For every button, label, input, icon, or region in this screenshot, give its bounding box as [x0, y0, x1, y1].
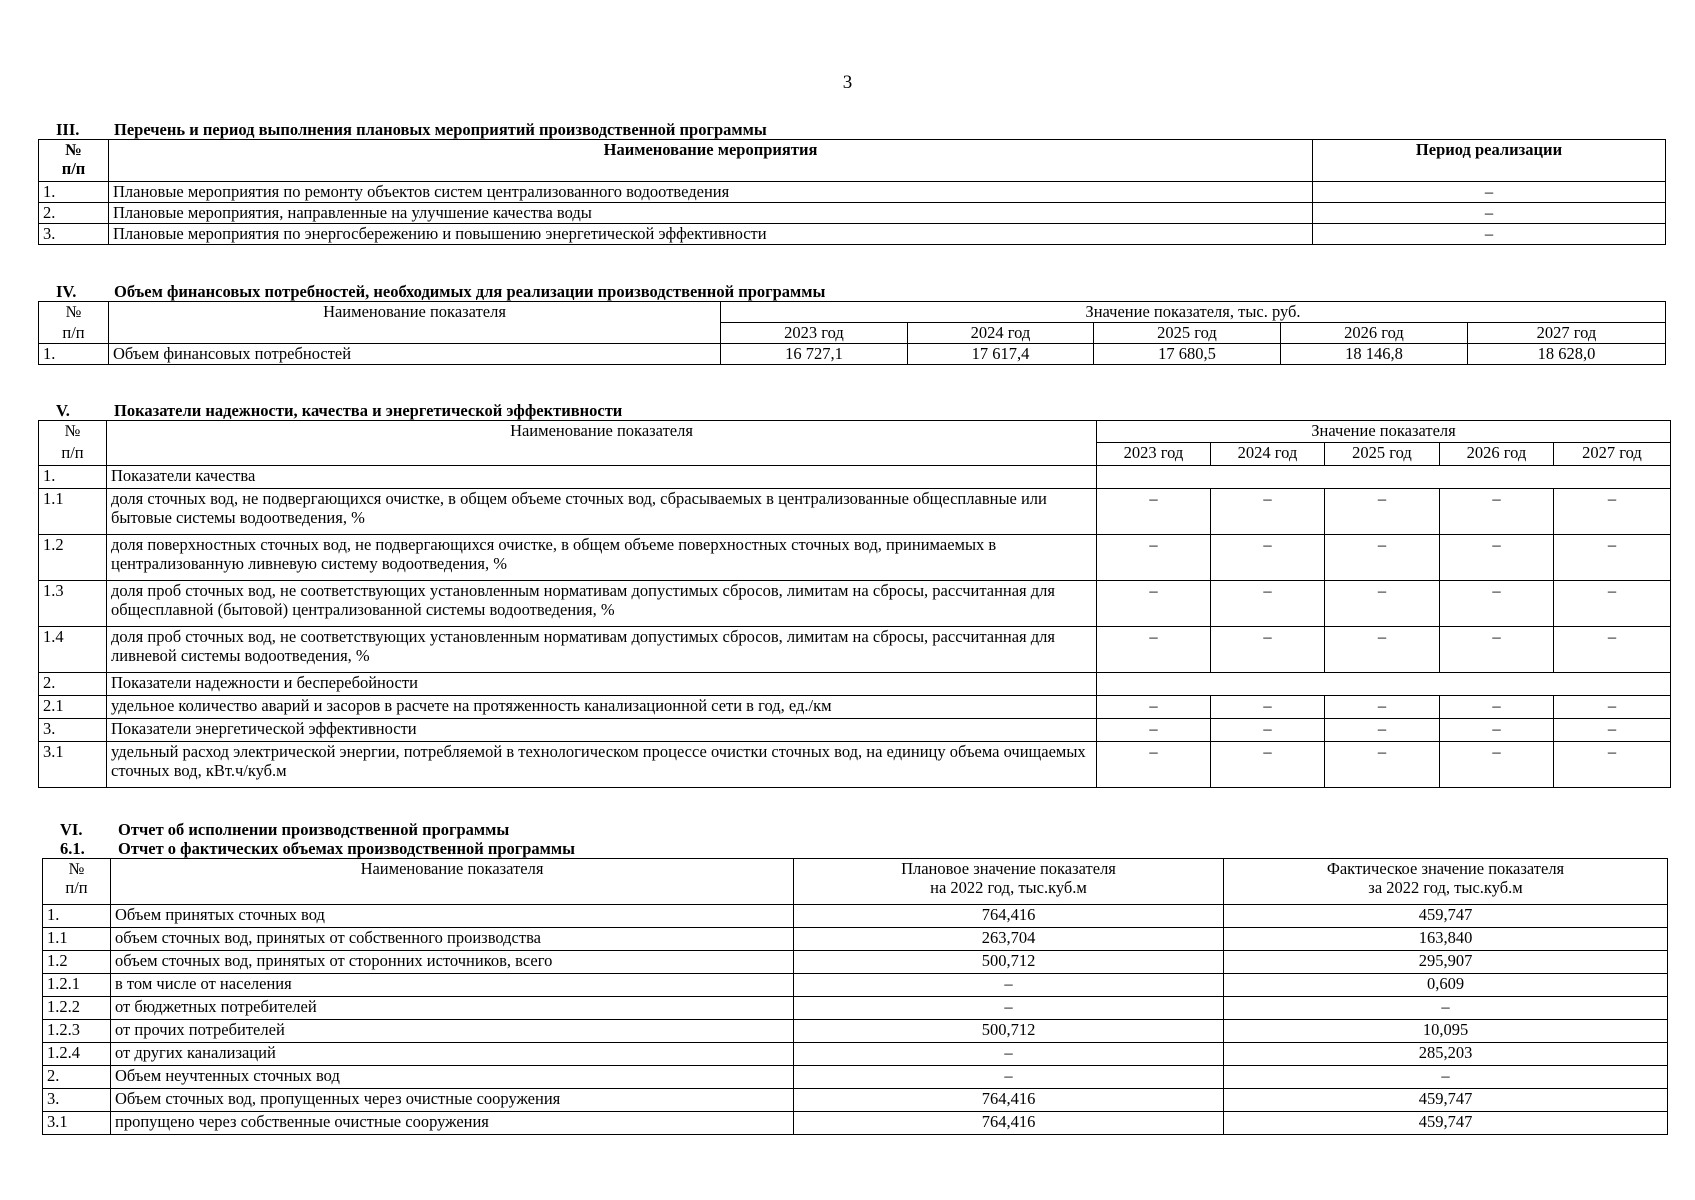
header-year: 2025 год [1094, 323, 1281, 344]
row-name: доля сточных вод, не подвергающихся очистке, в общем объеме сточных вод, сбрасываемых в централизованные общесплавные или бытовые системы водоотведения, % [107, 489, 1097, 535]
row-number: 2. [39, 203, 109, 224]
row-period: – [1313, 203, 1666, 224]
table-row [39, 581, 1671, 627]
row-value: – [1325, 581, 1440, 627]
financial-needs-table [38, 301, 1666, 365]
row-name: от других канализаций [111, 1043, 794, 1066]
row-fact: 459,747 [1224, 1089, 1668, 1112]
row-plan: – [794, 1066, 1224, 1089]
row-name: Показатели качества [107, 466, 1097, 489]
header-name-cont [107, 443, 1097, 466]
row-value: 17 680,5 [1094, 344, 1281, 365]
section-5-heading [38, 401, 1671, 420]
header-name: Наименование показателя [107, 421, 1097, 443]
table-row [43, 974, 1668, 997]
row-value: – [1097, 742, 1211, 788]
row-value: – [1440, 535, 1554, 581]
section-number: III. [56, 120, 80, 139]
row-name: Объем финансовых потребностей [109, 344, 721, 365]
row-name: пропущено через собственные очистные сооружения [111, 1112, 794, 1135]
table-row [43, 1020, 1668, 1043]
row-fact: 459,747 [1224, 1112, 1668, 1135]
row-name: Плановые мероприятия, направленные на улучшение качества воды [109, 203, 1313, 224]
row-name: Объем принятых сточных вод [111, 905, 794, 928]
row-value: – [1325, 535, 1440, 581]
table-row [39, 673, 1671, 696]
row-plan: – [794, 997, 1224, 1020]
row-plan: 764,416 [794, 905, 1224, 928]
row-value: – [1211, 696, 1325, 719]
table-row [43, 905, 1668, 928]
row-value: – [1097, 696, 1211, 719]
row-number: 1.1 [39, 489, 107, 535]
table-row [39, 344, 1666, 365]
row-name: от прочих потребителей [111, 1020, 794, 1043]
row-name: объем сточных вод, принятых от собственного производства [111, 928, 794, 951]
row-name: в том числе от населения [111, 974, 794, 997]
row-name: доля проб сточных вод, не соответствующих установленным нормативам допустимых сбросов, лимитам на сбросы, рассчитанная для общесплавной (бытовой) централизованной системы водоотведения, % [107, 581, 1097, 627]
header-year: 2024 год [908, 323, 1094, 344]
row-value: – [1097, 535, 1211, 581]
header-value: Значение показателя, тыс. руб. [721, 302, 1666, 323]
row-value: – [1554, 719, 1671, 742]
header-name: Наименование показателя [109, 302, 721, 323]
row-value: – [1440, 581, 1554, 627]
row-value: – [1211, 719, 1325, 742]
row-name: Плановые мероприятия по энергосбережению и повышению энергетической эффективности [109, 224, 1313, 245]
section-6-1-heading [42, 839, 1668, 858]
row-value: – [1211, 742, 1325, 788]
header-number: № [39, 302, 109, 323]
table-row [39, 742, 1671, 788]
row-empty-values [1097, 673, 1671, 696]
row-number: 1. [39, 182, 109, 203]
row-number: 1.2.2 [43, 997, 111, 1020]
row-value: – [1211, 535, 1325, 581]
header-year: 2023 год [1097, 443, 1211, 466]
row-plan: 764,416 [794, 1112, 1224, 1135]
row-value: – [1325, 489, 1440, 535]
row-name: объем сточных вод, принятых от сторонних источников, всего [111, 951, 794, 974]
row-plan: – [794, 1043, 1224, 1066]
section-6 [42, 820, 1668, 1135]
row-name: доля проб сточных вод, не соответствующих установленным нормативам допустимых сбросов, лимитам на сбросы, рассчитанная для ливневой системы водоотведения, % [107, 627, 1097, 673]
row-number: 2. [39, 673, 107, 696]
row-number: 2. [43, 1066, 111, 1089]
row-value: – [1325, 719, 1440, 742]
header-year: 2027 год [1468, 323, 1666, 344]
row-number: 1.2 [39, 535, 107, 581]
header-fact: Фактическое значение показателя за 2022 год, тыс.куб.м [1224, 859, 1668, 905]
section-title: Перечень и период выполнения плановых мероприятий производственной программы [114, 120, 767, 139]
row-number: 3. [39, 719, 107, 742]
row-period: – [1313, 182, 1666, 203]
table-row [43, 1043, 1668, 1066]
row-number: 1.2.1 [43, 974, 111, 997]
row-value: – [1211, 489, 1325, 535]
row-plan: – [794, 974, 1224, 997]
row-plan: 263,704 [794, 928, 1224, 951]
row-number: 2.1 [39, 696, 107, 719]
row-value: – [1440, 489, 1554, 535]
table-header-row [39, 302, 1666, 323]
row-number: 3. [39, 224, 109, 245]
row-value: – [1325, 627, 1440, 673]
row-value: – [1554, 742, 1671, 788]
row-name: удельный расход электрической энергии, потребляемой в технологическом процессе очистки сточных вод, на единицу объема очищаемых сточных вод, кВт.ч/куб.м [107, 742, 1097, 788]
row-value: – [1325, 742, 1440, 788]
row-fact: 163,840 [1224, 928, 1668, 951]
row-value: – [1211, 581, 1325, 627]
header-number: п/п [39, 443, 107, 466]
section-4-heading [38, 282, 1666, 301]
indicators-table [38, 420, 1671, 788]
table-header-row [43, 859, 1668, 905]
header-number: № п/п [43, 859, 111, 905]
production-report-table [42, 858, 1668, 1135]
header-year: 2026 год [1440, 443, 1554, 466]
row-value: – [1211, 627, 1325, 673]
header-value: Значение показателя [1097, 421, 1671, 443]
row-value: – [1325, 696, 1440, 719]
activities-table [38, 139, 1666, 245]
header-number: № п/п [39, 140, 109, 182]
section-6-heading [42, 820, 1668, 839]
header-name: Наименование показателя [111, 859, 794, 905]
row-plan: 500,712 [794, 951, 1224, 974]
row-name: Объем сточных вод, пропущенных через очистные сооружения [111, 1089, 794, 1112]
header-year: 2024 год [1211, 443, 1325, 466]
section-title: Показатели надежности, качества и энергетической эффективности [114, 401, 623, 420]
table-row [39, 466, 1671, 489]
section-4 [38, 282, 1666, 365]
table-header-row [39, 323, 1666, 344]
header-number: п/п [39, 323, 109, 344]
row-number: 1. [39, 344, 109, 365]
row-number: 3.1 [43, 1112, 111, 1135]
table-row [39, 627, 1671, 673]
table-row [43, 928, 1668, 951]
row-value: – [1097, 581, 1211, 627]
row-number: 3.1 [39, 742, 107, 788]
table-row [39, 489, 1671, 535]
row-name: Показатели надежности и бесперебойности [107, 673, 1097, 696]
row-name: от бюджетных потребителей [111, 997, 794, 1020]
table-row [43, 1089, 1668, 1112]
row-fact: – [1224, 1066, 1668, 1089]
row-number: 1.2.4 [43, 1043, 111, 1066]
row-value: 16 727,1 [721, 344, 908, 365]
section-title: Отчет об исполнении производственной программы [118, 820, 510, 839]
row-value: – [1554, 696, 1671, 719]
header-name-cont [109, 323, 721, 344]
table-row [43, 1112, 1668, 1135]
table-row [39, 182, 1666, 203]
row-number: 1. [43, 905, 111, 928]
table-row [39, 719, 1671, 742]
table-row [43, 1066, 1668, 1089]
section-5 [38, 401, 1671, 788]
section-number: V. [56, 401, 70, 420]
header-name: Наименование мероприятия [109, 140, 1313, 182]
row-value: – [1554, 535, 1671, 581]
section-3 [38, 120, 1666, 245]
page-number: 3 [842, 72, 853, 93]
row-fact: 285,203 [1224, 1043, 1668, 1066]
table-row [43, 997, 1668, 1020]
row-value: – [1440, 742, 1554, 788]
table-header-row [39, 443, 1671, 466]
table-header-row [39, 140, 1666, 182]
header-year: 2025 год [1325, 443, 1440, 466]
row-fact: 295,907 [1224, 951, 1668, 974]
row-name: Объем неучтенных сточных вод [111, 1066, 794, 1089]
row-value: – [1554, 627, 1671, 673]
row-value: 18 146,8 [1281, 344, 1468, 365]
row-fact: 10,095 [1224, 1020, 1668, 1043]
section-number: IV. [56, 282, 77, 301]
table-row [39, 224, 1666, 245]
row-fact: – [1224, 997, 1668, 1020]
row-value: – [1440, 696, 1554, 719]
row-fact: 459,747 [1224, 905, 1668, 928]
table-row [39, 203, 1666, 224]
section-number: VI. [60, 820, 83, 839]
row-plan: 500,712 [794, 1020, 1224, 1043]
row-value: – [1440, 627, 1554, 673]
row-value: 17 617,4 [908, 344, 1094, 365]
row-number: 1.1 [43, 928, 111, 951]
row-value: – [1097, 627, 1211, 673]
table-row [39, 535, 1671, 581]
row-value: – [1097, 489, 1211, 535]
table-row [43, 951, 1668, 974]
row-empty-values [1097, 466, 1671, 489]
table-header-row [39, 421, 1671, 443]
header-year: 2026 год [1281, 323, 1468, 344]
row-name: Показатели энергетической эффективности [107, 719, 1097, 742]
row-number: 1.4 [39, 627, 107, 673]
section-title: Объем финансовых потребностей, необходимых для реализации производственной программы [114, 282, 826, 301]
row-name: Плановые мероприятия по ремонту объектов систем централизованного водоотведения [109, 182, 1313, 203]
row-value: – [1097, 719, 1211, 742]
header-plan: Плановое значение показателя на 2022 год, тыс.куб.м [794, 859, 1224, 905]
row-value: 18 628,0 [1468, 344, 1666, 365]
row-plan: 764,416 [794, 1089, 1224, 1112]
row-number: 1. [39, 466, 107, 489]
row-value: – [1554, 489, 1671, 535]
row-name: удельное количество аварий и засоров в расчете на протяженность канализационной сети в год, ед./км [107, 696, 1097, 719]
row-number: 3. [43, 1089, 111, 1112]
row-name: доля поверхностных сточных вод, не подвергающихся очистке, в общем объеме поверхностных сточных вод, принимаемых в централизованную ливневую систему водоотведения, % [107, 535, 1097, 581]
header-year: 2023 год [721, 323, 908, 344]
header-number: № [39, 421, 107, 443]
row-number: 1.3 [39, 581, 107, 627]
row-fact: 0,609 [1224, 974, 1668, 997]
header-period: Период реализации [1313, 140, 1666, 182]
section-3-heading [38, 120, 1666, 139]
header-year: 2027 год [1554, 443, 1671, 466]
row-value: – [1554, 581, 1671, 627]
row-value: – [1440, 719, 1554, 742]
row-number: 1.2.3 [43, 1020, 111, 1043]
subsection-number: 6.1. [60, 839, 85, 858]
table-row [39, 696, 1671, 719]
row-period: – [1313, 224, 1666, 245]
subsection-title: Отчет о фактических объемах производственной программы [118, 839, 576, 858]
row-number: 1.2 [43, 951, 111, 974]
